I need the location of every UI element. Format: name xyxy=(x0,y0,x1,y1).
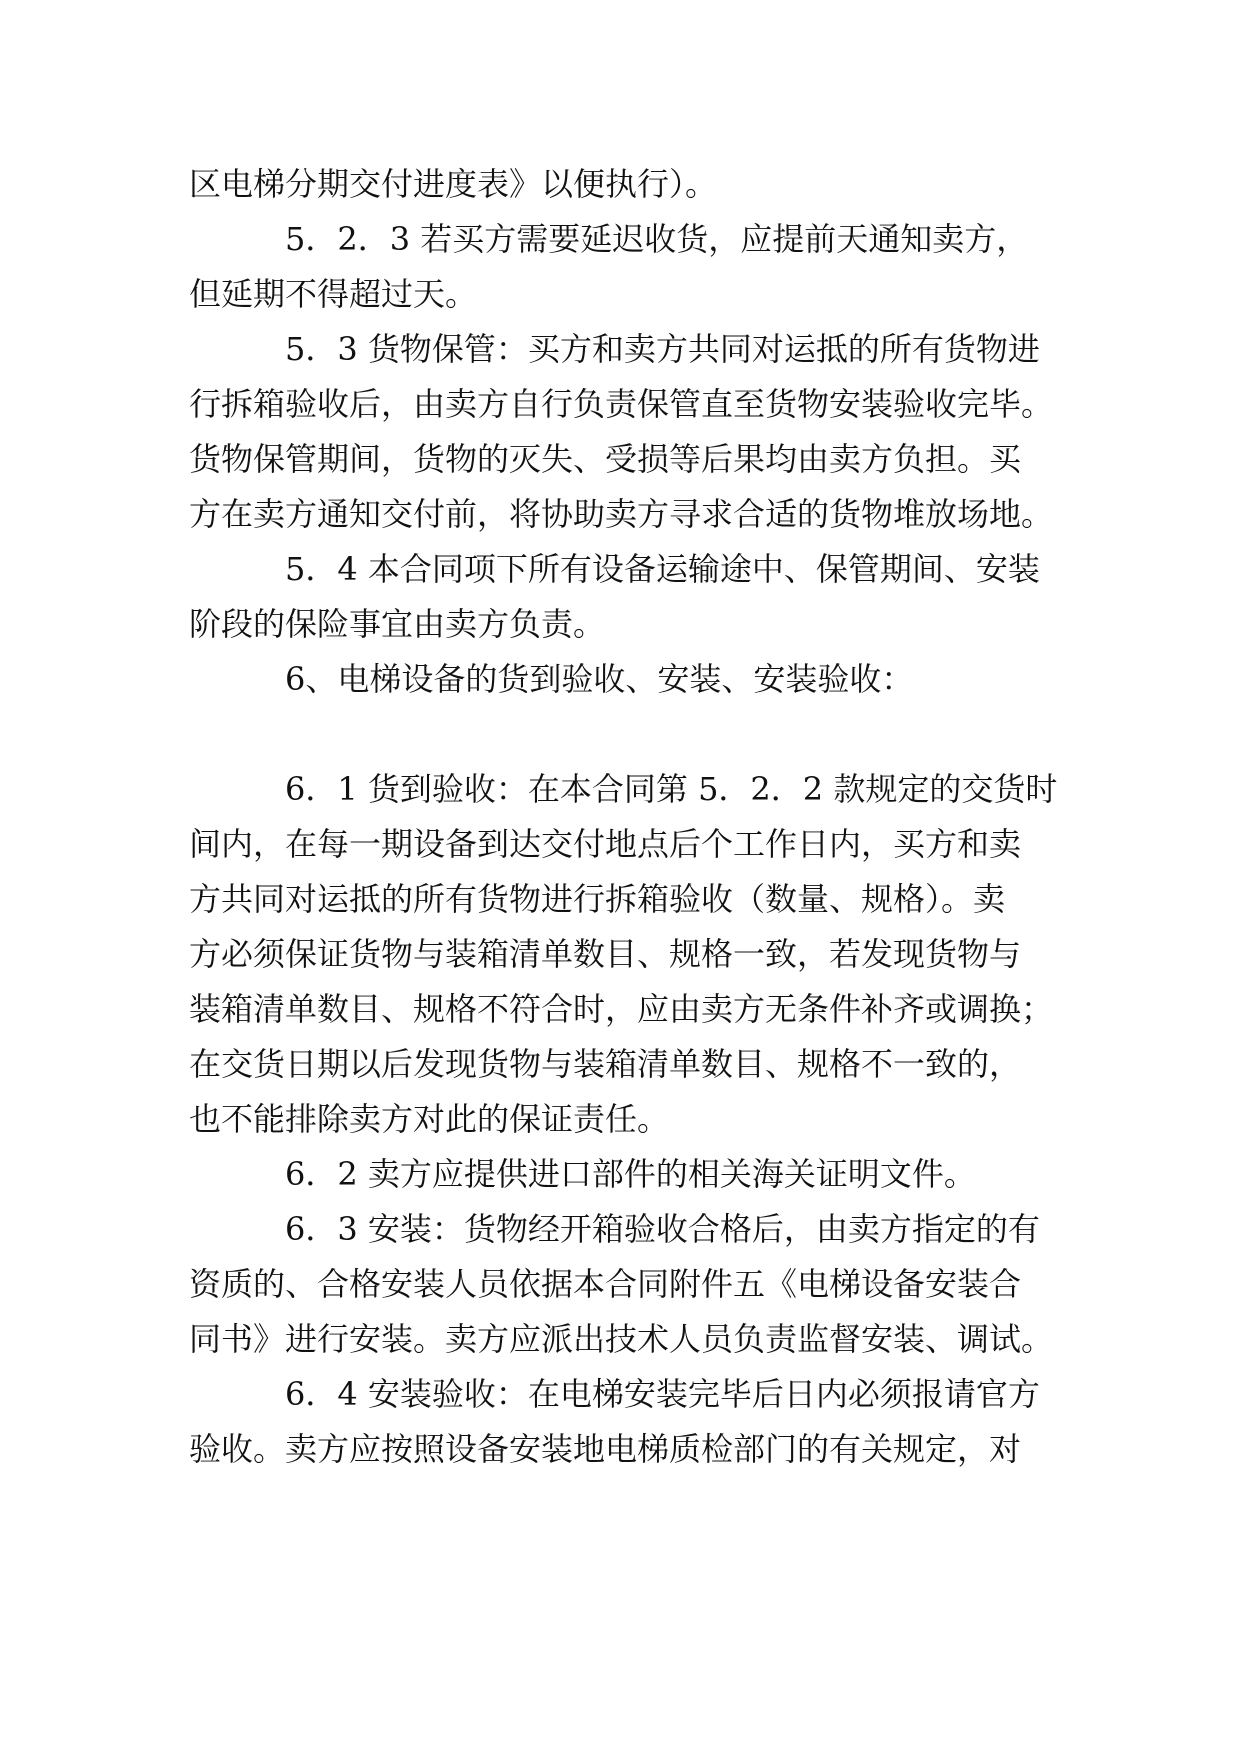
document-body xyxy=(189,157,1069,1477)
text-line: 但延期不得超过天。 xyxy=(189,275,478,313)
text-line: 6．1 货到验收：在本合同第 5．2．2 款规定的交货时 xyxy=(285,770,1058,808)
text-line: 5．3 货物保管：买方和卖方共同对运抵的所有货物进 xyxy=(285,330,1040,368)
text-line: 6．2 卖方应提供进口部件的相关海关证明文件。 xyxy=(285,1155,976,1193)
text-line: 5．2．3 若买方需要延迟收货，应提前天通知卖方， xyxy=(285,220,1029,258)
text-line: 6．4 安装验收：在电梯安装完毕后日内必须报请官方 xyxy=(285,1375,1040,1413)
text-line: 方共同对运抵的所有货物进行拆箱验收（数量、规格）。卖 xyxy=(189,880,1006,918)
text-line: 间内，在每一期设备到达交付地点后个工作日内，买方和卖 xyxy=(189,825,1022,863)
text-line: 在交货日期以后发现货物与装箱清单数目、规格不一致的， xyxy=(189,1045,1022,1083)
text-line: 装箱清单数目、规格不符合时，应由卖方无条件补齐或调换； xyxy=(189,990,1054,1028)
text-line: 验收。卖方应按照设备安装地电梯质检部门的有关规定，对 xyxy=(189,1430,1022,1468)
text-line: 5．4 本合同项下所有设备运输途中、保管期间、安装 xyxy=(285,550,1040,588)
text-line: 方必须保证货物与装箱清单数目、规格一致，若发现货物与 xyxy=(189,935,1022,973)
text-line: 阶段的保险事宜由卖方负责。 xyxy=(189,605,606,643)
paragraph-gap xyxy=(189,707,1069,762)
text-line: 区电梯分期交付进度表》以便执行）。 xyxy=(189,165,718,203)
text-line: 方在卖方通知交付前，将协助卖方寻求合适的货物堆放场地。 xyxy=(189,495,1054,533)
text-line: 资质的、合格安装人员依据本合同附件五《电梯设备安装合 xyxy=(189,1265,1022,1303)
text-line: 货物保管期间，货物的灭失、受损等后果均由卖方负担。买 xyxy=(189,440,1022,478)
text-line: 同书》进行安装。卖方应派出技术人员负责监督安装、调试。 xyxy=(189,1320,1054,1358)
text-line: 也不能排除卖方对此的保证责任。 xyxy=(189,1100,670,1138)
text-line: 6、电梯设备的货到验收、安装、安装验收： xyxy=(285,660,914,698)
text-line: 行拆箱验收后，由卖方自行负责保管直至货物安装验收完毕。 xyxy=(189,385,1054,423)
text-line: 6．3 安装：货物经开箱验收合格后，由卖方指定的有 xyxy=(285,1210,1040,1248)
